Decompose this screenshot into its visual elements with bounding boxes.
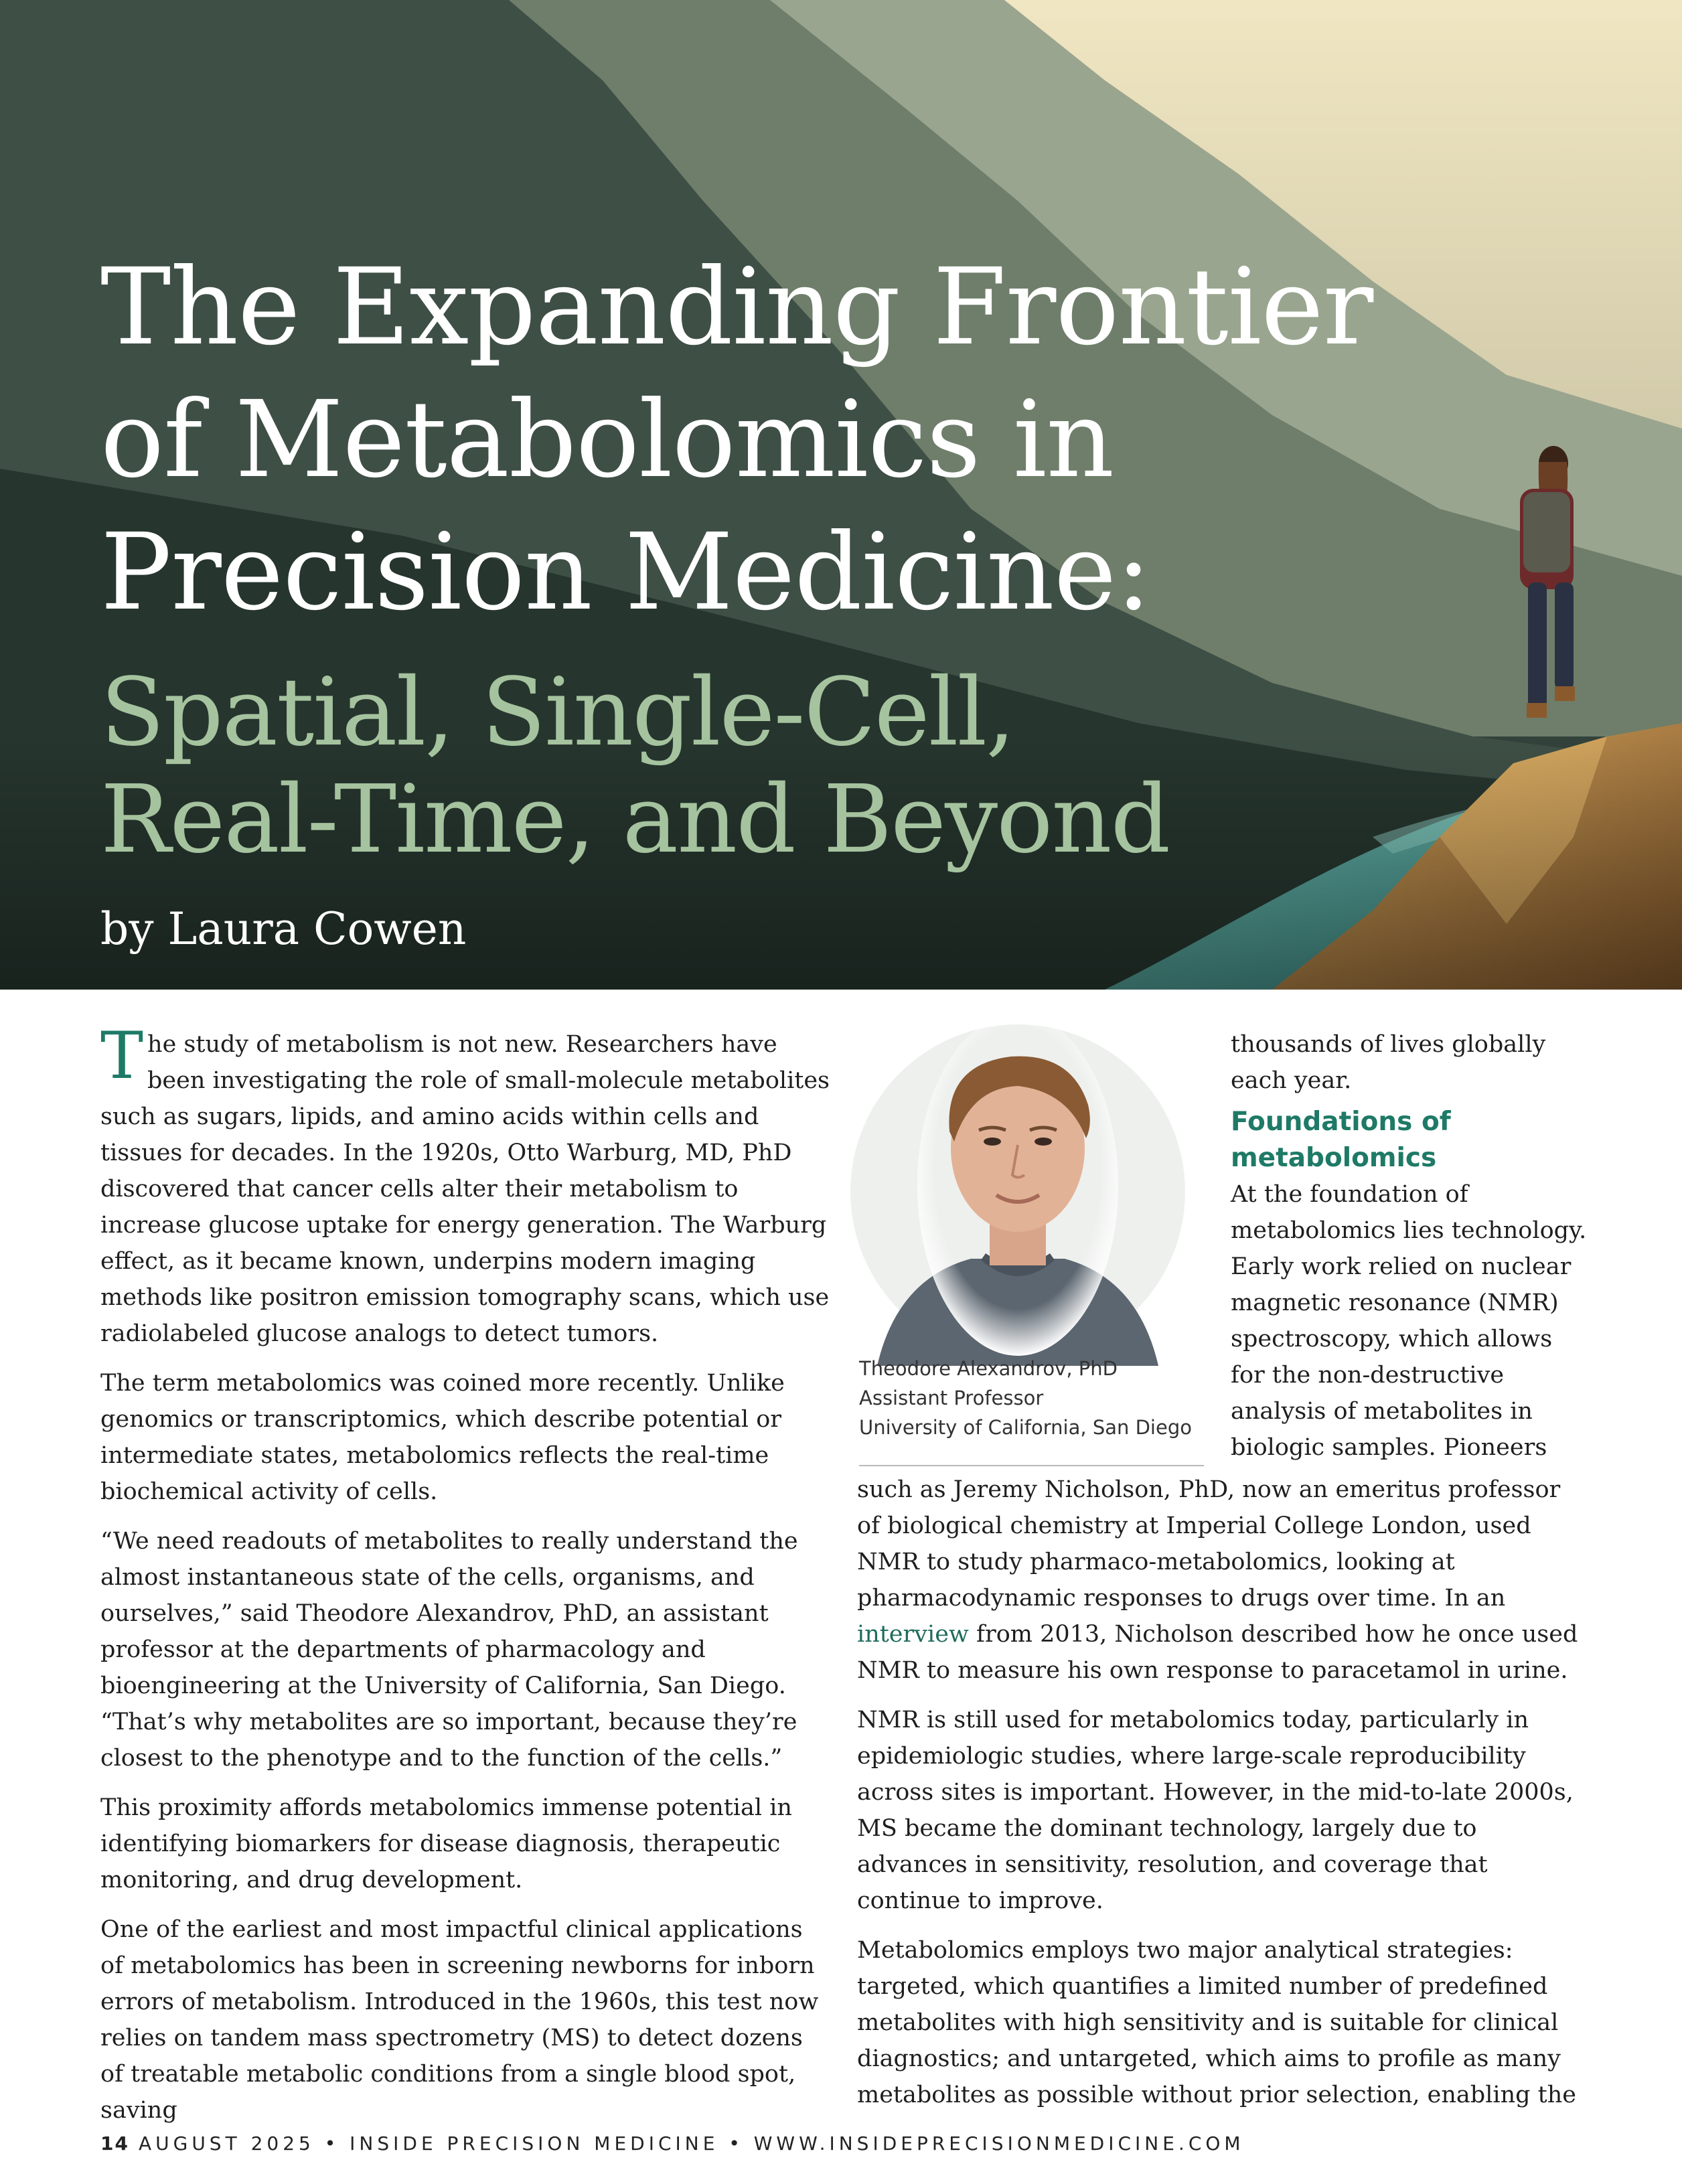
caption-title: Assistant Professor [859,1387,1044,1409]
page-footer [100,2132,1245,2155]
portrait-photo [837,1004,1199,1366]
paragraph-quote: “We need readouts of metabolites to really understand the almost instantaneous state of the cells, organisms, and ourselves,” said Theodore Alexandrov, PhD, an assistant professor at the departments of pharmacology and bioengineering at the University of California, San Diego. “That’s why metabolites are so important, because they’re closest to the phenotype and to the function of the cells.” [100,1528,798,1772]
subtitle-line-2: Real-Time, and Beyond [100,765,1170,874]
caption-affiliation: University of California, San Diego [859,1416,1192,1439]
drop-cap: T [100,1018,144,1093]
page-number: 14 [100,2132,129,2155]
article-title [100,241,1507,639]
right-column-bottom [857,1472,1587,2126]
footer-text: AUGUST 2025 • INSIDE PRECISION MEDICINE • WWW.INSIDEPRECISIONMEDICINE.COM [138,2132,1245,2155]
nicholson-text: such as Jeremy Nicholson, PhD, now an emeritus professor of biological chemistry at Imperial College London, used NMR to study pharmaco-metabolomics, looking at pharmacodynamic responses to drugs over time. In an [857,1476,1561,1612]
portrait-caption [859,1354,1221,1442]
paragraph-foundation-continued [857,1472,1587,1689]
paragraph-foundation-start: At the foundation of metabolomics lies technology. Early work relied on nuclear magnetic resonance (NMR) spectroscopy, which allows for the non-destructive analysis of metabolites in biologic samples. Pioneers [1231,1181,1587,1461]
title-line-1: The Expanding Frontier [100,246,1373,369]
left-column [100,1018,830,2142]
paragraph-2: The term metabolomics was coined more recently. Unlike genomics or transcriptomics, which describe potential or intermediate states, metabolomics reflects the real-time biochemical activity of cells. [100,1370,785,1505]
hero-banner [0,0,1682,990]
interview-link[interactable]: interview [857,1621,969,1648]
title-line-2: of Metabolomics in [100,378,1114,501]
paragraph-strategies: Metabolomics employs two major analytical strategies: targeted, which quantifies a limited number of predefined metabolites with high sensitivity and is suitable for clinical diagnostics; and untargeted, which aims to profile as many metabolites as possible without prior selection, enabling the [857,1937,1576,2108]
portrait-illustration [837,1004,1199,1366]
caption-divider [859,1465,1204,1466]
intro-text: he study of metabolism is not new. Researchers have been investigating the role of small-molecule metabolites such as sugars, lipids, and amino acids within cells and tissues for decades. In the 1920s, Otto Warburg, MD, PhD discovered that cancer cells alter their metabolism to increase glucose uptake for energy generation. The Warburg effect, as it became known, underpins modern imaging methods like positron emission tomography scans, which use radiolabeled glucose analogs to detect tumors. [100,1031,830,1347]
article-subtitle [100,659,1306,874]
title-line-3: Precision Medicine: [100,511,1151,634]
nicholson-text-end: from 2013, Nicholson described how he once used NMR to measure his own response to paracetamol in urine. [857,1621,1578,1684]
author-byline: by Laura Cowen [100,903,467,955]
caption-name: Theodore Alexandrov, PhD [859,1357,1118,1380]
paragraph-intro [100,1018,830,1352]
section-heading: Foundations of metabolomics [1231,1107,1451,1173]
paragraph-continued: thousands of lives globally each year. [1231,1031,1546,1094]
paragraph-5: One of the earliest and most impactful clinical applications of metabolomics has been in screening newborns for inborn errors of metabolism. Introduced in the 1960s, this test now relies on tandem mass spectrometry (MS) to detect dozens of treatable metabolic conditions from a single blood spot, saving [100,1916,819,2124]
subtitle-line-1: Spatial, Single-Cell, [100,658,1014,767]
paragraph-4: This proximity affords metabolomics immense potential in identifying biomarkers for disease diagnosis, therapeutic monitoring, and drug development. [100,1794,792,1893]
paragraph-nmr: NMR is still used for metabolomics today, particularly in epidemiologic studies, where large-scale reproducibility across sites is important. However, in the mid-to-late 2000s, MS became the dominant technology, largely due to advances in sensitivity, resolution, and coverage that continue to improve. [857,1707,1574,1914]
right-column-top [1231,1026,1592,1479]
